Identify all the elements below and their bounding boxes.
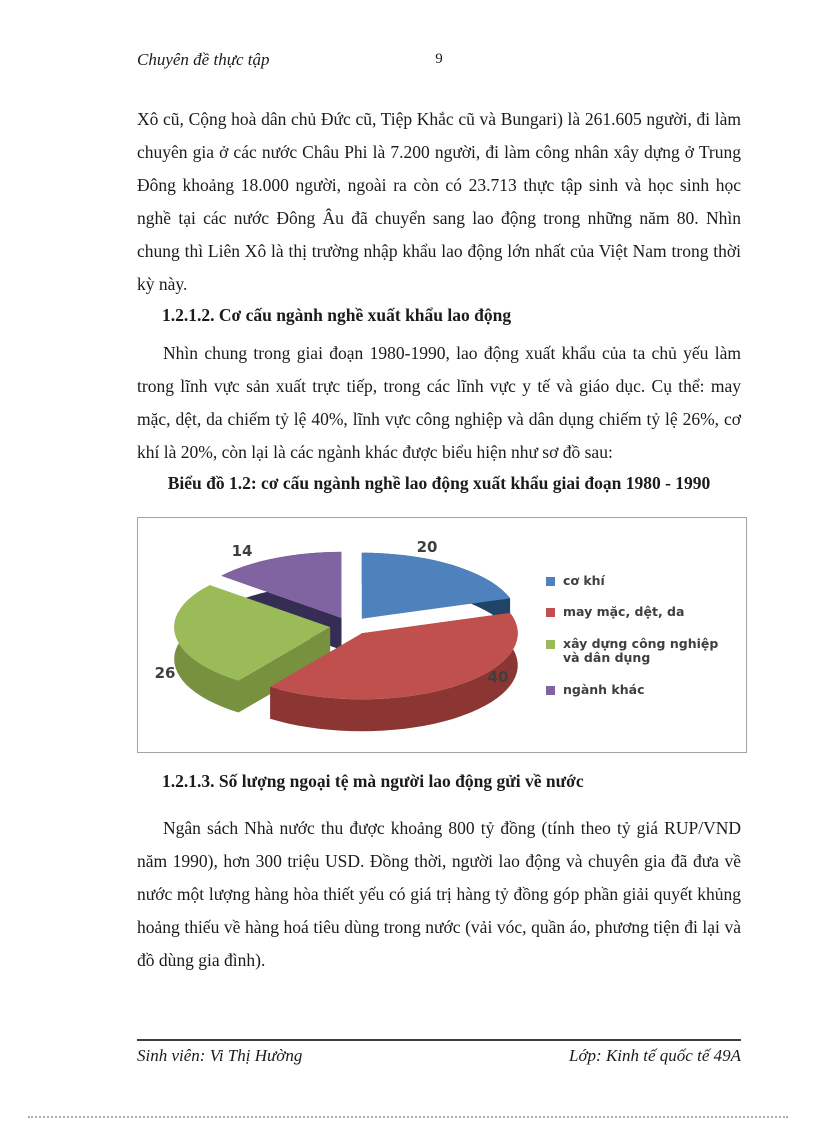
legend-item bbox=[546, 683, 736, 697]
legend-label: may mặc, dệt, da bbox=[563, 604, 685, 620]
chart-caption: Biểu đồ 1.2: cơ cấu ngành nghề lao động xuất khẩu giai đoạn 1980 - 1990 bbox=[167, 473, 711, 493]
legend-item bbox=[546, 605, 736, 619]
pie-data-label: 14 bbox=[231, 542, 253, 560]
page-footer bbox=[137, 1039, 741, 1066]
legend-swatch-icon bbox=[546, 640, 555, 649]
section-heading-1-2-1-2: 1.2.1.2. Cơ cấu ngành nghề xuất khẩu lao động bbox=[162, 305, 512, 325]
running-title: Chuyên đề thực tập bbox=[137, 50, 270, 69]
pie-data-label: 40 bbox=[487, 668, 509, 686]
legend-swatch-icon bbox=[546, 577, 555, 586]
pie-data-label: 26 bbox=[154, 664, 176, 682]
legend-label: cơ khí bbox=[563, 573, 605, 588]
paragraph-1: Xô cũ, Cộng hoà dân chủ Đức cũ, Tiệp Khắc cũ và Bungari) là 261.605 người, đi làm chuyên gia ở các nước Châu Phi là 7.200 người, đi làm công nhân xây dựng ở Trung Đông khoảng 18.000 người, ngoài ra còn có 23.713 thực tập sinh và học sinh học nghề tại các nước Đông Âu đã chuyển sang lao động trong những năm 80. Nhìn chung thì Liên Xô là thị trường nhập khẩu lao động lớn nhất của Việt Nam trong thời kỳ này. bbox=[137, 109, 741, 294]
footer-class: Lớp: Kinh tế quốc tế 49A bbox=[569, 1046, 741, 1065]
pie-data-label: 20 bbox=[416, 538, 438, 556]
legend-item bbox=[546, 574, 736, 588]
legend-swatch-icon bbox=[546, 686, 555, 695]
page-number: 9 bbox=[435, 51, 443, 67]
legend-item bbox=[546, 637, 736, 666]
page-header bbox=[137, 50, 741, 76]
bottom-dotted-rule bbox=[28, 1116, 788, 1118]
paragraph-3: Ngân sách Nhà nước thu được khoảng 800 tỷ đồng (tính theo tỷ giá RUP/VND năm 1990), hơn 300 triệu USD. Đồng thời, người lao động và chuyên gia đã đưa về nước một lượng hàng hòa thiết yếu có giá trị hàng tỷ đồng góp phần giải quyết khủng hoảng thiếu về hàng hoá tiêu dùng trong nước (vải vóc, quần áo, phương tiện đi lại và đồ dùng gia đình). bbox=[137, 818, 741, 970]
paragraph-2: Nhìn chung trong giai đoạn 1980-1990, lao động xuất khẩu của ta chủ yếu làm trong lĩnh vực sản xuất trực tiếp, trong các lĩnh vực y tế và giáo dục. Cụ thể: may mặc, dệt, da chiếm tỷ lệ 40%, lĩnh vực công nghiệp và dân dụng chiếm tỷ lệ 26%, cơ khí là 20%, còn lại là các ngành khác được biểu hiện như sơ đồ sau: bbox=[137, 343, 741, 462]
section-heading-1-2-1-3: 1.2.1.3. Số lượng ngoại tệ mà người lao động gửi về nước bbox=[162, 771, 584, 791]
legend-label: xây dựng công nghiệp và dân dụng bbox=[563, 635, 719, 666]
legend-label: ngành khác bbox=[563, 681, 645, 697]
pie-chart-figure bbox=[137, 517, 747, 753]
footer-student: Sinh viên: Vi Thị Hường bbox=[137, 1046, 303, 1065]
legend-swatch-icon bbox=[546, 608, 555, 617]
chart-legend bbox=[546, 574, 736, 697]
